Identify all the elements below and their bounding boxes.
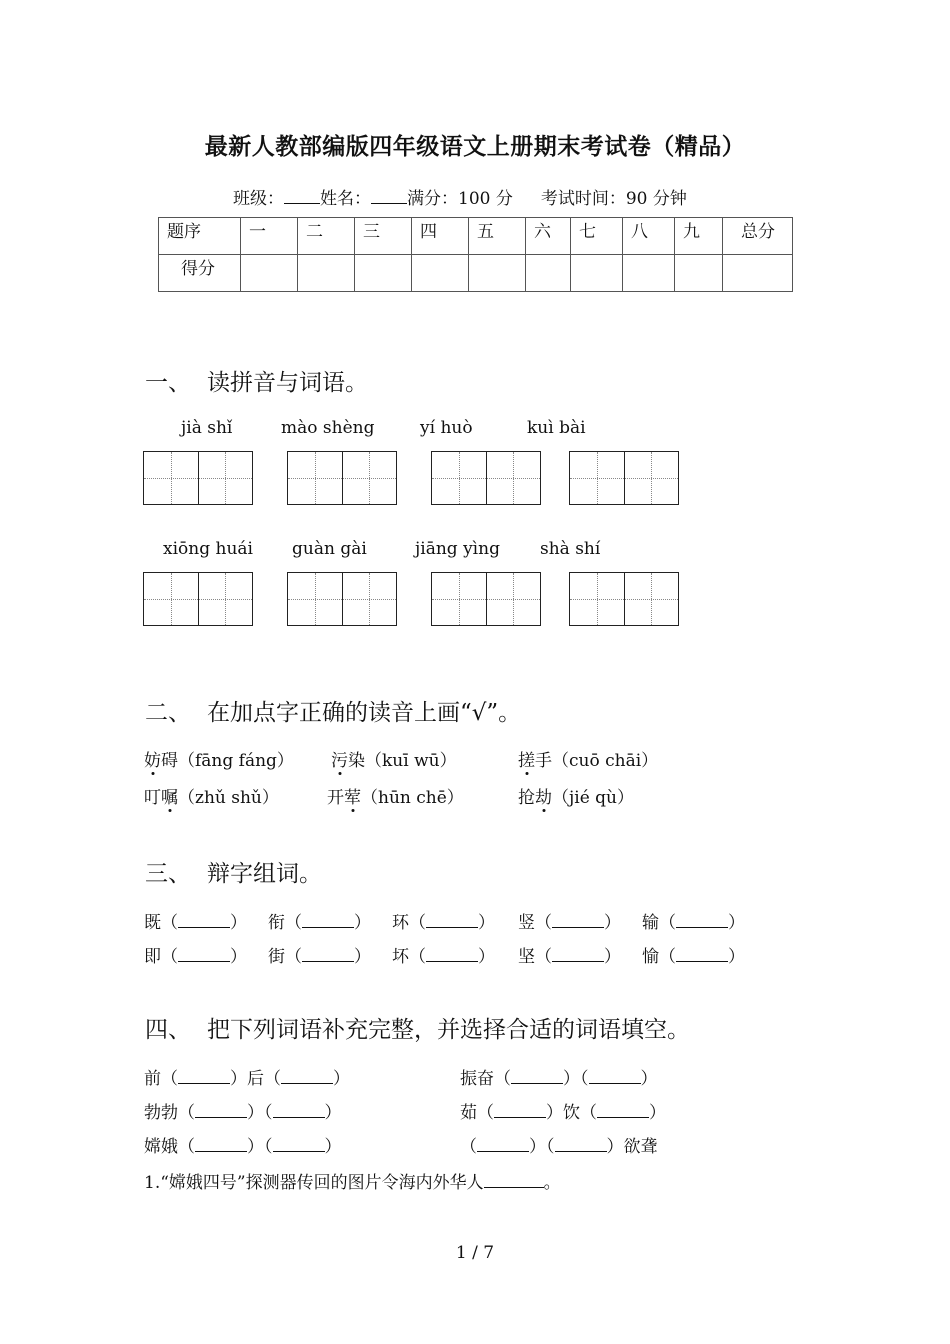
reading-item: 抢劫（jié qù） <box>518 788 635 808</box>
page-title: 最新人教部编版四年级语文上册期末考试卷（精品） <box>204 133 746 160</box>
score-cell[interactable] <box>723 255 793 292</box>
score-cell[interactable] <box>469 255 526 292</box>
pinyin-label: mào shèng <box>281 418 375 438</box>
section-1-heading <box>145 364 368 397</box>
score-cell[interactable] <box>241 255 298 292</box>
exam-time: 考试时间：90 分钟 <box>540 189 687 209</box>
pinyin-label: kuì bài <box>527 418 586 438</box>
word-item[interactable]: 衔（ ） <box>268 913 371 933</box>
score-cell[interactable] <box>412 255 469 292</box>
table-cell: 得分 <box>159 255 241 292</box>
score-cell[interactable] <box>675 255 723 292</box>
section-number: 四、 <box>145 1017 191 1043</box>
idiom-item[interactable]: 勃勃（ ）（ ） <box>144 1103 342 1123</box>
section-4-heading <box>145 1011 690 1044</box>
idiom-item[interactable]: 嫦娥（ ）（ ） <box>144 1137 342 1157</box>
idiom-item[interactable]: 前（ ）后（ ） <box>144 1069 350 1089</box>
reading-item: 妨碍（fāng fáng） <box>144 751 294 771</box>
idiom-item[interactable]: 振奋（ ）（ ） <box>460 1069 658 1089</box>
word-item[interactable]: 愉（ ） <box>642 947 745 967</box>
pinyin-label: yí huò <box>420 418 473 438</box>
pinyin-label: jià shǐ <box>181 418 233 438</box>
class-blank[interactable] <box>284 189 320 204</box>
writing-grid[interactable] <box>287 451 397 505</box>
exam-info <box>233 184 687 209</box>
table-cell: 九 <box>675 218 723 255</box>
table-cell: 五 <box>469 218 526 255</box>
pinyin-label: jiāng yìng <box>415 539 500 559</box>
table-cell: 总分 <box>723 218 793 255</box>
reading-item: 污染（kuī wū） <box>331 751 457 771</box>
class-label: 班级： <box>233 189 284 209</box>
section-number: 三、 <box>145 861 191 887</box>
word-item[interactable]: 坚（ ） <box>518 947 621 967</box>
pinyin-label: guàn gài <box>292 539 367 559</box>
pinyin-label: xiōng huái <box>163 539 253 559</box>
section-title: 在加点字正确的读音上画“√”。 <box>207 700 522 726</box>
word-item[interactable]: 竖（ ） <box>518 913 621 933</box>
score-cell[interactable] <box>526 255 571 292</box>
score-cell[interactable] <box>298 255 355 292</box>
section-number: 一、 <box>145 370 191 396</box>
writing-grid[interactable] <box>569 572 679 626</box>
writing-grid[interactable] <box>431 451 541 505</box>
writing-grid[interactable] <box>431 572 541 626</box>
table-cell: 题序 <box>159 218 241 255</box>
score-row <box>159 255 793 292</box>
word-item[interactable]: 既（ ） <box>144 913 247 933</box>
writing-grid[interactable] <box>287 572 397 626</box>
table-cell: 六 <box>526 218 571 255</box>
score-cell[interactable] <box>355 255 412 292</box>
table-cell: 二 <box>298 218 355 255</box>
table-cell: 一 <box>241 218 298 255</box>
pinyin-label: shà shí <box>540 539 601 559</box>
word-item[interactable]: 即（ ） <box>144 947 247 967</box>
page-number: 1 / 7 <box>455 1243 495 1263</box>
score-header-row <box>159 218 793 255</box>
table-cell: 四 <box>412 218 469 255</box>
table-cell: 七 <box>571 218 623 255</box>
reading-item: 开荤（hūn chē） <box>327 788 464 808</box>
idiom-item[interactable]: （ ）（ ）欲聋 <box>460 1137 658 1157</box>
section-2-heading <box>145 694 521 727</box>
writing-grid[interactable] <box>569 451 679 505</box>
name-label: 姓名： <box>320 189 371 209</box>
writing-grid[interactable] <box>143 451 253 505</box>
word-item[interactable]: 输（ ） <box>642 913 745 933</box>
full-score: 满分：100 分 <box>407 189 513 209</box>
score-cell[interactable] <box>571 255 623 292</box>
writing-grid[interactable] <box>143 572 253 626</box>
table-cell: 三 <box>355 218 412 255</box>
table-cell: 八 <box>623 218 675 255</box>
word-item[interactable]: 街（ ） <box>268 947 371 967</box>
section-title: 把下列词语补充完整，并选择合适的词语填空。 <box>207 1017 690 1043</box>
idiom-item[interactable]: 茹（ ）饮（ ） <box>460 1103 666 1123</box>
section-3-heading <box>145 855 322 888</box>
section-number: 二、 <box>145 700 191 726</box>
word-item[interactable]: 坏（ ） <box>392 947 495 967</box>
word-item[interactable]: 环（ ） <box>392 913 495 933</box>
reading-item: 叮嘱（zhǔ shǔ） <box>144 788 279 808</box>
question-1[interactable]: 1.“嫦娥四号”探测器传回的图片令海内外华人 。 <box>144 1173 561 1193</box>
name-blank[interactable] <box>371 189 407 204</box>
score-table <box>158 217 793 292</box>
reading-item: 搓手（cuō chāi） <box>518 751 659 771</box>
section-title: 读拼音与词语。 <box>207 370 368 396</box>
score-cell[interactable] <box>623 255 675 292</box>
section-title: 辩字组词。 <box>207 861 322 887</box>
